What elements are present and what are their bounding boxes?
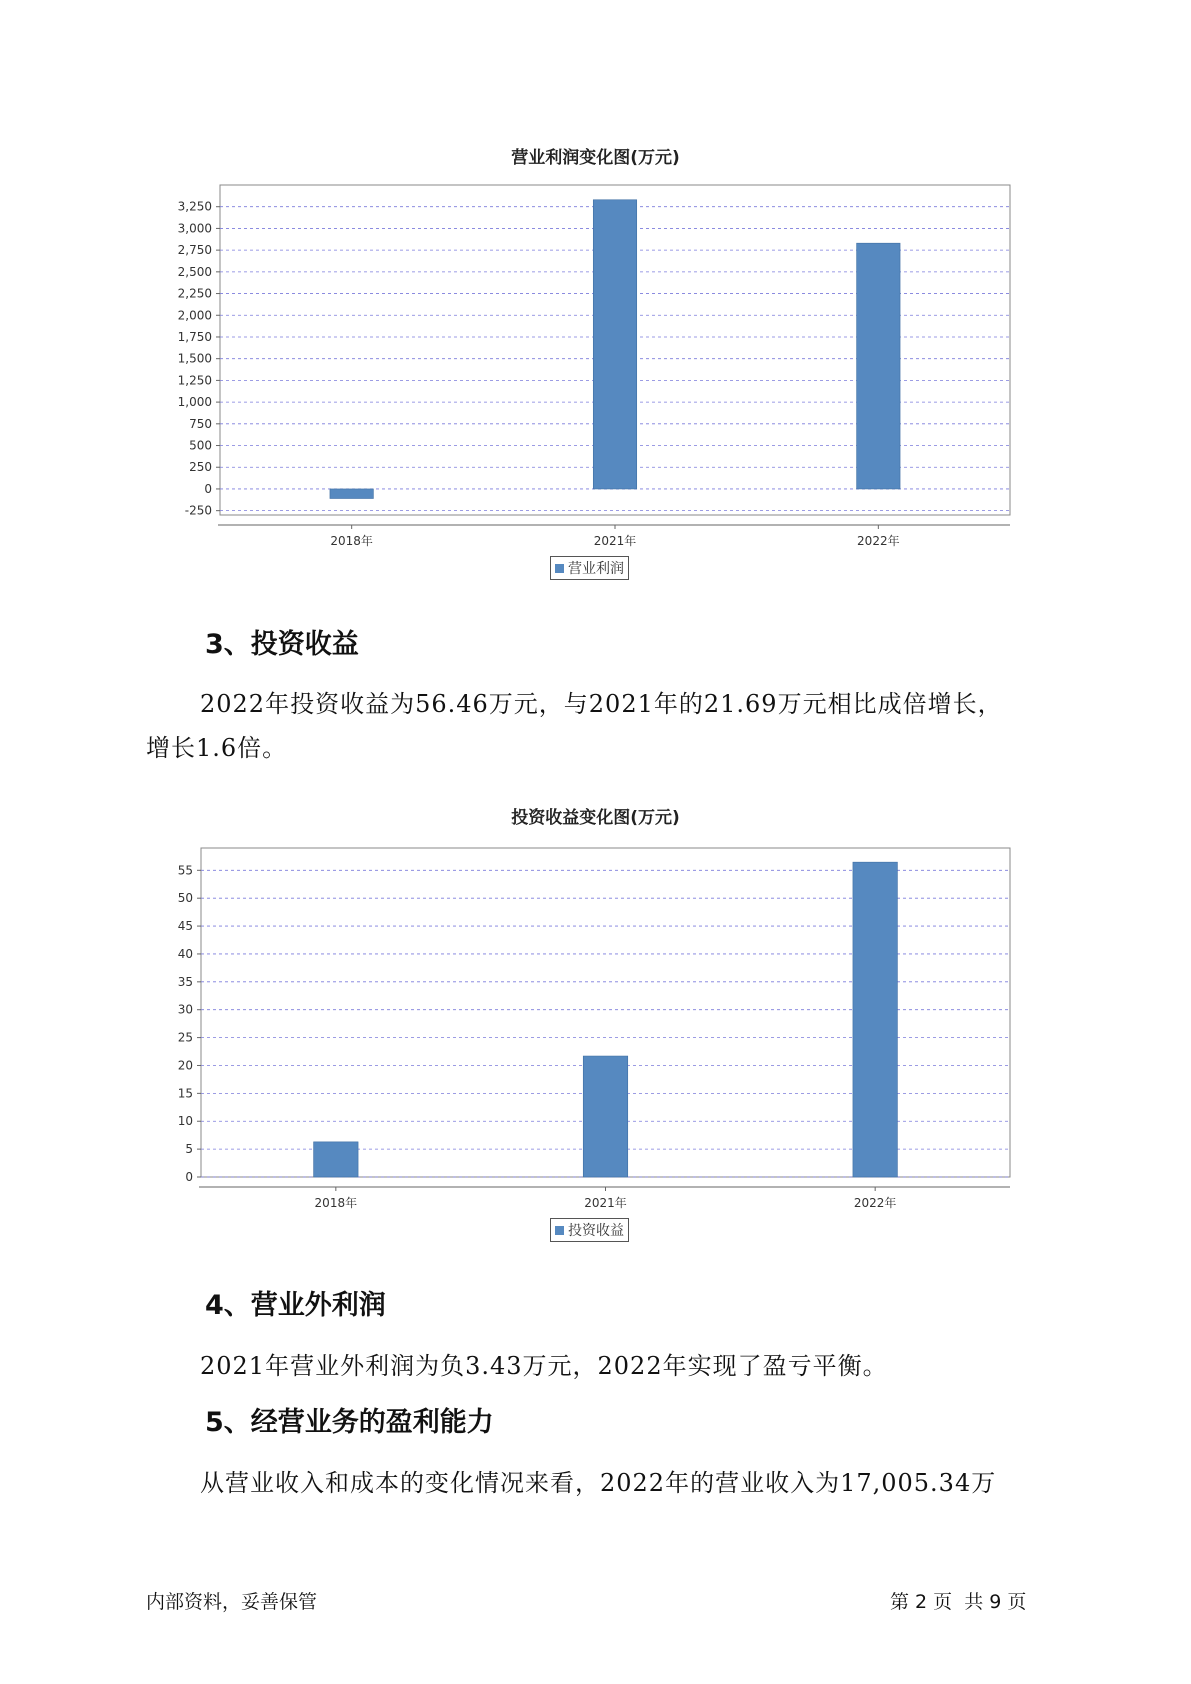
chart1-xtick-label: 2018年 [330,534,373,548]
chart1-title: 营业利润变化图(万元) [511,148,680,168]
chart2-ytick-label: 20 [177,1058,193,1073]
chart1-ytick-label: 0 [204,481,212,496]
chart1-ytick-label: 3,000 [177,221,212,236]
chart2-bar-2021年 [583,1056,627,1177]
section4-text: 2021年营业外利润为负3.43万元，2022年实现了盈亏平衡。 [200,1352,888,1380]
chart1-ytick-label: 750 [189,416,212,431]
chart1-ytick-label: 3,250 [177,199,212,214]
chart2-ytick-label: 30 [177,1002,193,1017]
chart1-ytick-label: 2,500 [177,264,212,279]
chart1-legend-label: 营业利润 [568,561,624,577]
chart2-ytick-label: 10 [177,1114,193,1129]
footer-page-number: 第 2 页 共 9 页 [890,1591,1027,1613]
chart1-ytick-label: 500 [189,438,212,453]
chart2-ytick-label: 50 [177,891,193,906]
section4-heading: 4、营业外利润 [205,1290,386,1321]
chart2-xtick-label: 2018年 [314,1196,358,1210]
chart1-ytick-label: 2,000 [177,308,212,323]
chart1-ytick-label: 2,250 [177,286,212,301]
chart2-bar-2018年 [314,1142,358,1177]
footer-left: 内部资料，妥善保管 [146,1591,318,1613]
chart2-bar-2022年 [853,862,897,1177]
chart2-ytick-label: 0 [185,1170,193,1184]
chart2-xtick-label: 2021年 [584,1196,627,1210]
chart1-ytick-label: 250 [189,460,212,475]
chart2-legend [550,1218,629,1242]
chart2-legend-label: 投资收益 [568,1223,624,1239]
chart1-ytick-label: 1,500 [177,351,212,366]
chart2-xtick-label: 2022年 [853,1196,897,1210]
section5-text: 从营业收入和成本的变化情况来看，2022年的营业收入为17,005.34万 [200,1469,997,1497]
chart2-ytick-label: 45 [177,919,193,934]
chart1-ytick-label: 2,750 [177,243,212,258]
section5-heading: 5、经营业务的盈利能力 [205,1407,494,1438]
chart2-ytick-label: 40 [177,946,193,961]
chart1-ytick-label: 1,250 [177,373,212,388]
chart2-title: 投资收益变化图(万元) [511,808,680,828]
chart2-ytick-label: 35 [177,974,193,989]
chart2-ytick-label: 25 [177,1030,193,1045]
chart1-ytick-label: -250 [184,503,212,518]
chart2-ytick-label: 15 [177,1086,193,1101]
chart2-ytick-label: 5 [185,1142,193,1157]
chart1-xtick-label: 2022年 [857,534,900,548]
chart2-legend-swatch [555,1226,564,1235]
chart2-ytick-label: 55 [177,863,193,878]
section3-heading: 3、投资收益 [205,629,359,660]
chart1-ytick-label: 1,750 [177,329,212,344]
chart1-ytick-label: 1,000 [177,395,212,410]
chart1-xtick-label: 2021年 [593,534,637,548]
section3-line1: 2022年投资收益为56.46万元，与2021年的21.69万元相比成倍增长， [200,690,1003,718]
section3-line2: 增长1.6倍。 [146,734,288,762]
